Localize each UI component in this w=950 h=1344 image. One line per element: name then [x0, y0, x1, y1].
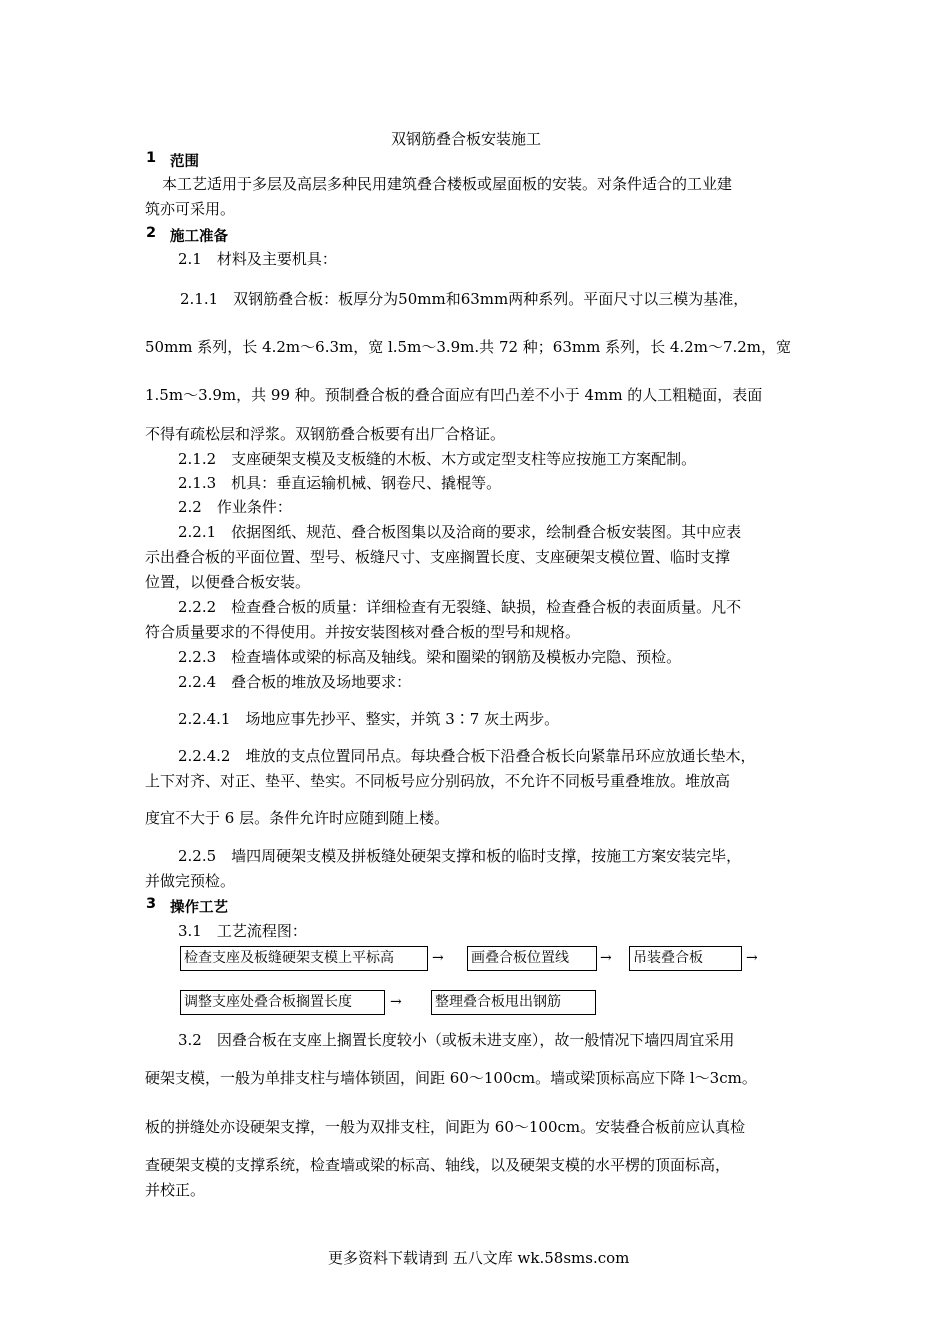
paragraph-line: 板的拼缝处亦设硬架支撑，一般为双排支柱，间距为 60～100cm。安装叠合板前应认真检: [145, 1118, 746, 1136]
paragraph-line: 本工艺适用于多层及高层多种民用建筑叠合楼板或屋面板的安装。对条件适合的工业建: [162, 175, 733, 193]
subsection-2-1: 2.1 材料及主要机具：: [178, 250, 337, 268]
paragraph-line: 2.1.2 支座硬架支模及支板缝的木板、木方或定型支柱等应按施工方案配制。: [178, 450, 697, 468]
paragraph-line: 符合质量要求的不得使用。并按安装图核对叠合板的型号和规格。: [145, 623, 581, 641]
paragraph-line: 并校正。: [145, 1181, 206, 1199]
paragraph-line: 不得有疏松层和浮浆。双钢筋叠合板要有出厂合格证。: [145, 425, 506, 443]
paragraph-line: 2.1.1 双钢筋叠合板：板厚分为50mm和63mm两种系列。平面尺寸以三模为基准，: [180, 290, 749, 308]
flow-step-arrange-rebar: 整理叠合板甩出钢筋: [431, 990, 596, 1015]
paragraph-line: 筑亦可采用。: [145, 200, 236, 218]
flow-arrow-icon: →: [746, 950, 758, 966]
paragraph-line: 2.2.5 墙四周硬架支模及拼板缝处硬架支撑和板的临时支撑，按施工方案安装完毕，: [178, 847, 742, 865]
flow-arrow-icon: →: [600, 950, 612, 966]
flow-step-adjust-length: 调整支座处叠合板搁置长度: [180, 990, 385, 1015]
paragraph-line: 并做完预检。: [145, 872, 236, 890]
paragraph-line: 50mm 系列，长 4.2m～6.3m，宽 l.5m～3.9m.共 72 种；63mm 系列，长 4.2m～7.2m，宽: [145, 338, 792, 356]
paragraph-line: 度宜不大于 6 层。条件允许时应随到随上楼。: [145, 809, 450, 827]
section-2-heading: 施工准备: [170, 229, 228, 245]
flow-arrow-icon: →: [432, 950, 444, 966]
subsection-2-2: 2.2 作业条件：: [178, 498, 292, 516]
paragraph-line: 2.2.3 检查墙体或梁的标高及轴线。梁和圈梁的钢筋及模板办完隐、预检。: [178, 648, 682, 666]
section-3-number: 3: [146, 896, 157, 912]
paragraph-line: 2.2.2 检查叠合板的质量：详细检查有无裂缝、缺损，检查叠合板的表面质量。凡不: [178, 598, 742, 616]
footer-source-link[interactable]: 更多资料下载请到 五八文库 wk.58sms.com: [328, 1249, 630, 1267]
subsection-3-1: 3.1 工艺流程图：: [178, 922, 307, 940]
paragraph-line: 示出叠合板的平面位置、型号、板缝尺寸、支座搁置长度、支座硬架支模位置、临时支撑: [145, 548, 731, 566]
flow-arrow-icon: →: [390, 994, 402, 1010]
flow-step-hoist-slab: 吊装叠合板: [629, 946, 742, 971]
paragraph-line: 2.1.3 机具：垂直运输机械、钢卷尺、撬棍等。: [178, 474, 502, 492]
flow-step-draw-lines: 画叠合板位置线: [467, 946, 597, 971]
paragraph-line: 2.2.4.1 场地应事先抄平、整实，并筑 3∶7 灰土两步。: [178, 710, 560, 728]
flow-step-check-support: 检查支座及板缝硬架支模上平标高: [180, 946, 428, 971]
paragraph-line: 位置，以便叠合板安装。: [145, 573, 311, 591]
paragraph-line: 硬架支模，一般为单排支柱与墙体锁固，间距 60～100cm。墙或梁顶标高应下降 l～3cm。: [145, 1069, 757, 1087]
paragraph-line: 2.2.4.2 堆放的支点位置同吊点。每块叠合板下沿叠合板长向紧靠吊环应放通长垫木，: [178, 747, 756, 765]
page-title: 双钢筋叠合板安装施工: [391, 130, 542, 148]
paragraph-line: 3.2 因叠合板在支座上搁置长度较小（或板未进支座），故一般情况下墙四周宜采用: [178, 1031, 735, 1049]
paragraph-line: 2.2.1 依据图纸、规范、叠合板图集以及洽商的要求，绘制叠合板安装图。其中应表: [178, 523, 742, 541]
paragraph-line: 查硬架支模的支撑系统，检查墙或梁的标高、轴线，以及硬架支模的水平楞的顶面标高，: [145, 1156, 731, 1174]
section-1-number: 1: [146, 150, 157, 166]
paragraph-line: 2.2.4 叠合板的堆放及场地要求：: [178, 673, 412, 691]
section-1-heading: 范围: [170, 154, 199, 170]
section-3-heading: 操作工艺: [170, 900, 228, 916]
paragraph-line: 1.5m～3.9m，共 99 种。预制叠合板的叠合面应有凹凸差不小于 4mm 的人工粗糙面，表面: [145, 386, 763, 404]
section-2-number: 2: [146, 225, 157, 241]
paragraph-line: 上下对齐、对正、垫平、垫实。不同板号应分别码放，不允许不同板号重叠堆放。堆放高: [145, 772, 731, 790]
